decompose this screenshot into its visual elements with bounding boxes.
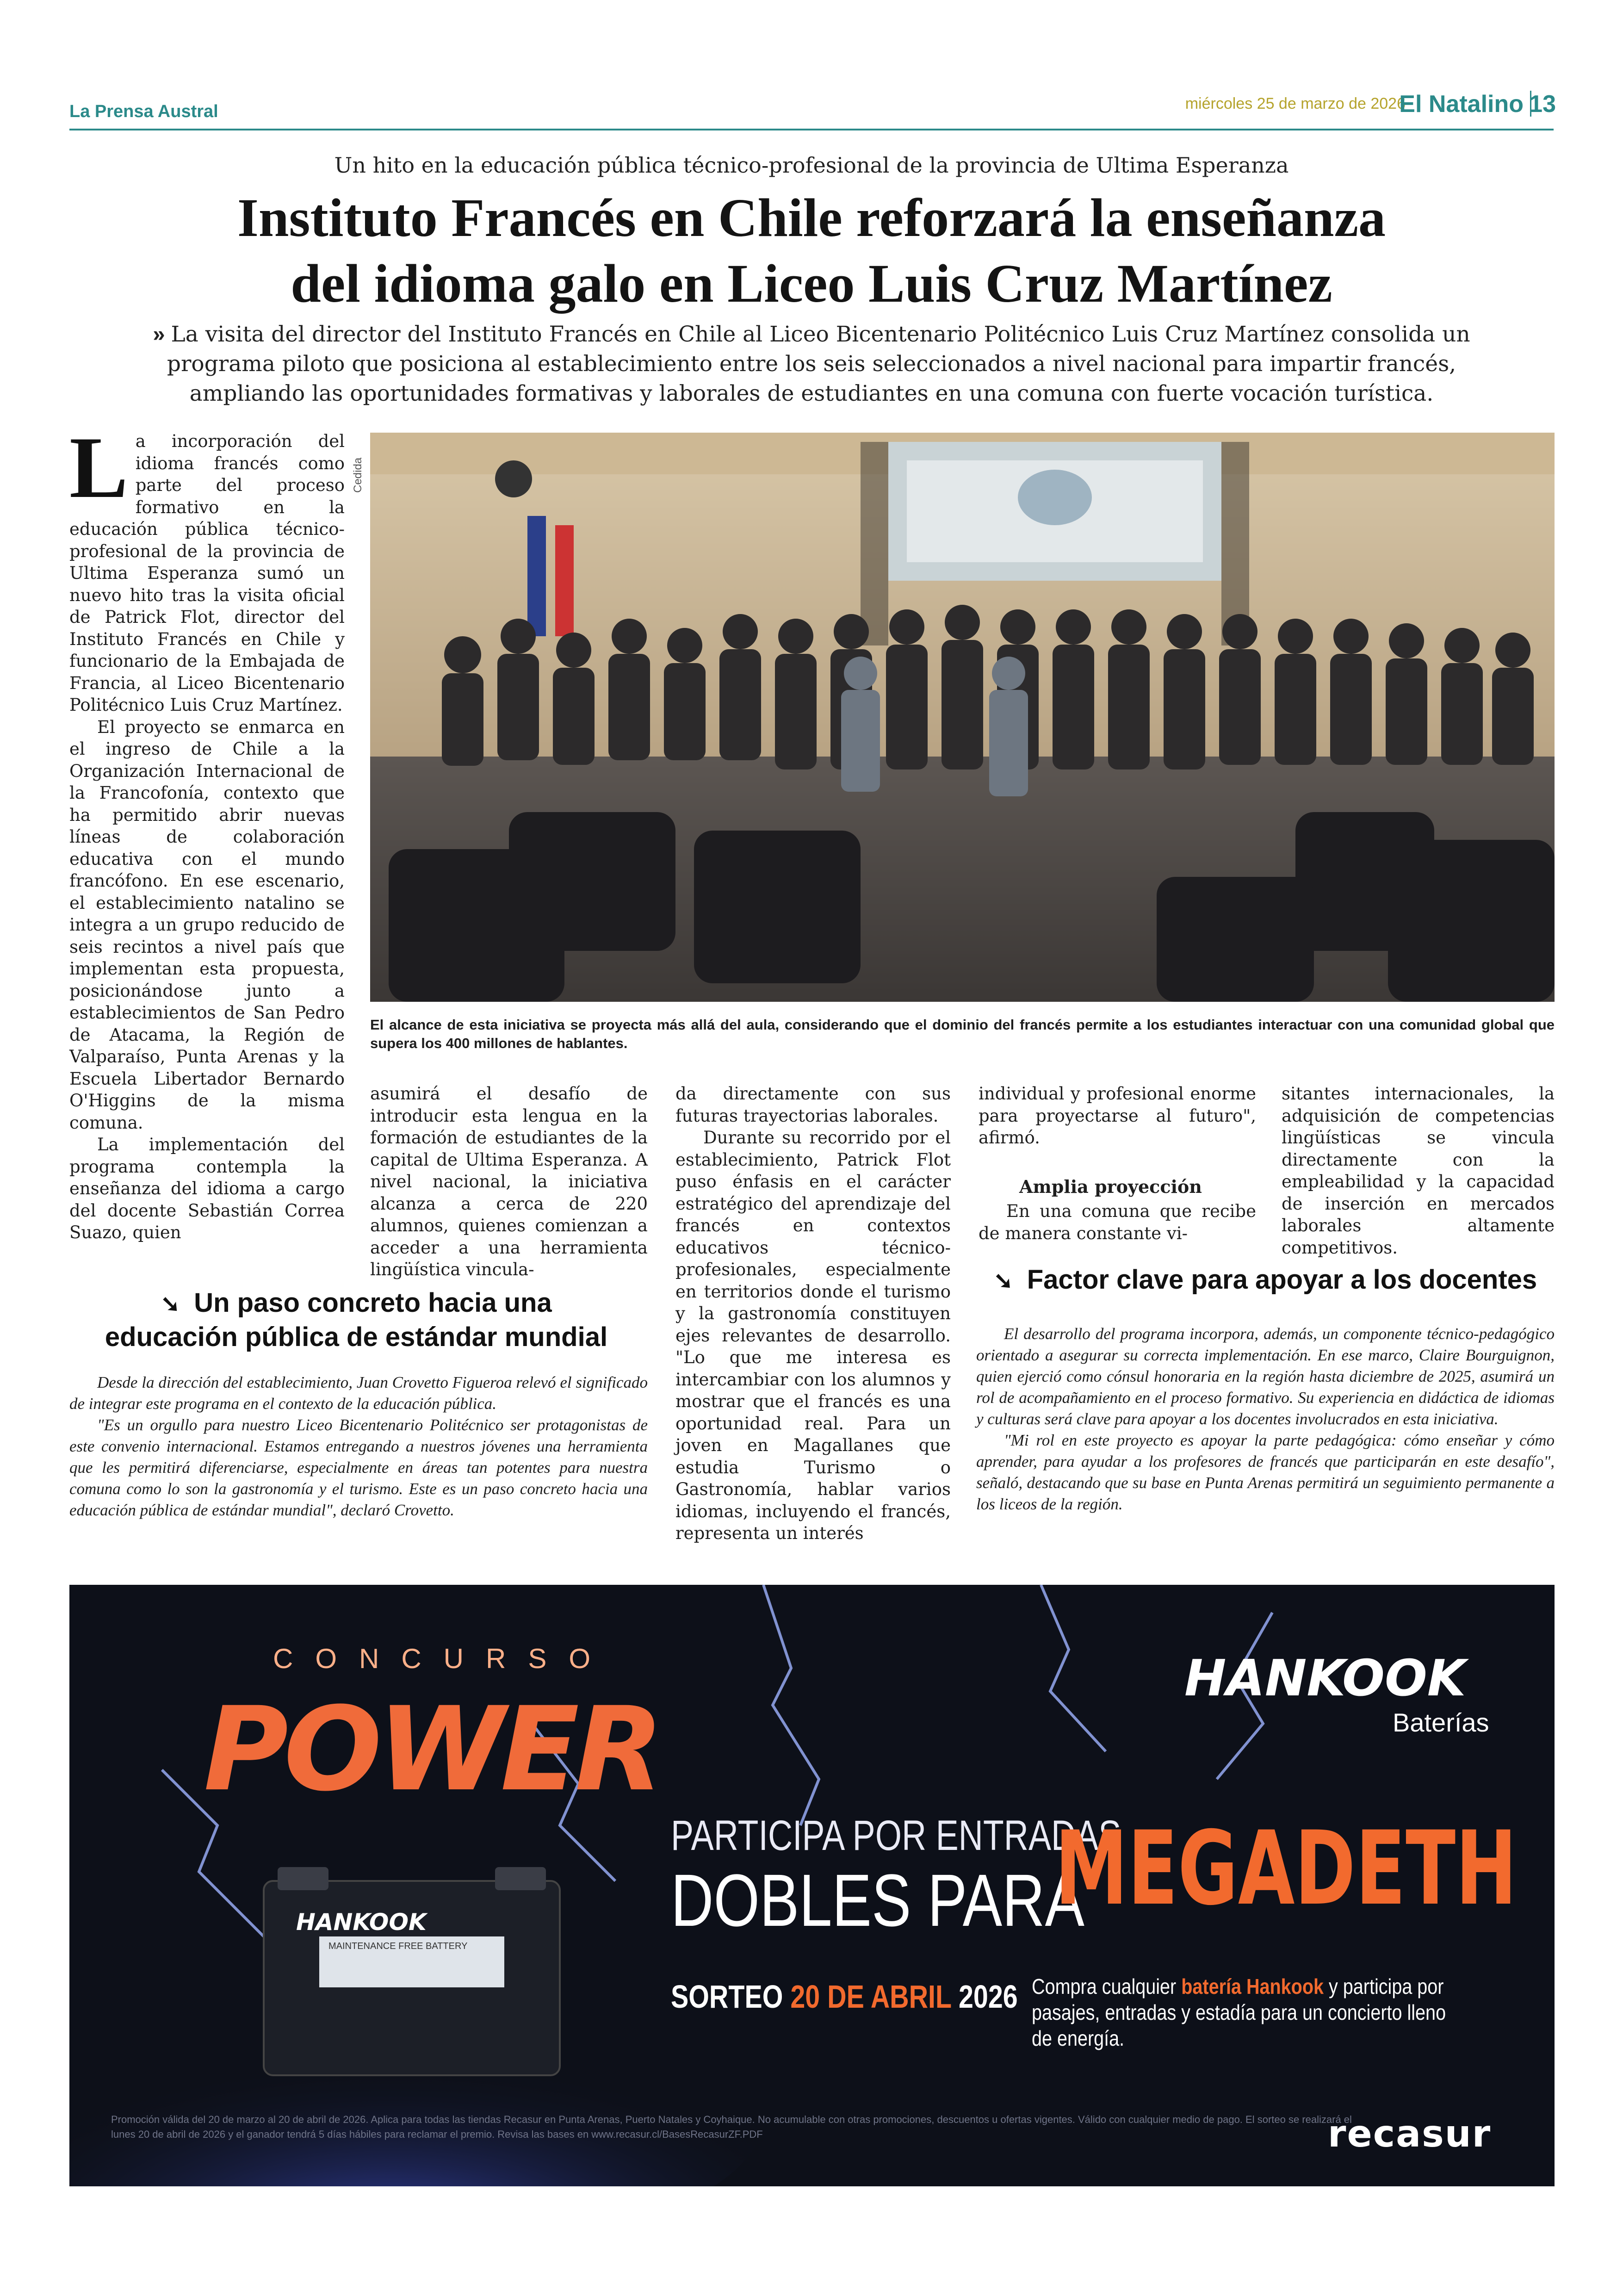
- photo-credit: Cedida: [352, 457, 364, 493]
- publication-name: La Prensa Austral: [69, 102, 218, 121]
- box-body: [976, 1323, 1555, 1515]
- paragraph: individual y profesional enorme para proyectarse al futuro", afirmó.: [979, 1084, 1256, 1148]
- battery-label: MAINTENANCE FREE BATTERY: [328, 1941, 468, 1951]
- advertisement[interactable]: [69, 1585, 1555, 2186]
- headline-line: Instituto Francés en Chile reforzará la enseñanza: [237, 187, 1386, 248]
- paragraph: "Mi rol en este proyecto es apoyar la parte pedagógica: cómo enseñar y cómo aprender, para ayudar a los profesores de francés que participarán en este desafío", señaló, destacando que su base en Punta Arenas permitirá un seguimiento permanente a los liceos de la región.: [976, 1431, 1555, 1513]
- paragraph: da directamente con sus futuras trayectorias laborales.: [675, 1084, 951, 1126]
- article-lead: [153, 319, 1470, 409]
- ad-band-name: MEGADETH: [1055, 1809, 1517, 1928]
- article-kicker: Un hito en la educación pública técnico-profesional de la provincia de Ultima Esperanza: [334, 153, 1289, 178]
- box-heading-line: Un paso concreto hacia una: [194, 1288, 552, 1318]
- headline-line: del idioma galo en Liceo Luis Cruz Martínez: [291, 253, 1332, 314]
- box-body: [69, 1372, 648, 1521]
- section-name: El Natalino: [1399, 91, 1524, 118]
- group-photo-illustration: [370, 433, 1555, 1002]
- paragraph: El desarrollo del programa incorpora, además, un componente técnico-pedagógico orientado a asegurar su correcta implementación. En ese marco, Claire Bourguignon, quien ejerció como cónsul honoraria en la región hasta diciembre de 2025, asumirá un rol de acompañamiento en el proceso formativo. Su experiencia en didáctica de idiomas y culturas será clave para apoyar a los docentes involucrados en esta iniciativa.: [976, 1325, 1555, 1428]
- body-column-1: [69, 419, 345, 1244]
- paragraph: Durante su recorrido por el establecimiento, Patrick Flot puso énfasis en el carácter estratégico del aprendizaje del francés en contextos educativos técnico-profesionales, especialmente en territorios donde el turismo y la gastronomía constituyen ejes relevantes de desarrollo. "Lo que me interesa es intercambiar con los alumnos y mostrar que el francés es una oportunidad real. Para un joven en Magallanes que estudia Turismo o Gastronomía, hablar varios idiomas, incluyendo el francés, representa un interés: [675, 1128, 951, 1543]
- lead-text: La visita del director del Instituto Francés en Chile al Liceo Bicentenario Politécnico Luis Cruz Martínez consolida un programa piloto que posiciona al establecimiento entre los seis seleccionados a nivel nacional para impartir francés, ampliando las oportunidades formativas y laborales de estudiantes en una comuna con fuerte vocación turística.: [167, 322, 1470, 406]
- box-heading: [976, 1263, 1555, 1297]
- compra-highlight: batería Hankook: [1181, 1974, 1324, 1998]
- ad-concurso: CONCURSO: [273, 1643, 613, 1674]
- paragraph: El proyecto se enmarca en el ingreso de Chile a la Organización Internacional de la Francofonía, contexto que ha permitido abrir nuevas líneas de colaboración educativa con el mundo francófono. En ese escenario, el establecimiento natalino se integra a un grupo reducido de seis recintos a nivel país que implementan esta propuesta, posicionándose junto a establecimientos de San Pedro de Atacama, la Región de Valparaíso, Punta Arenas y la Escuela Libertador Bernardo O'Higgins de la misma comuna.: [69, 717, 345, 1133]
- arrow-icon: ➘: [993, 1268, 1013, 1294]
- sorteo-year: 2026: [958, 1979, 1018, 2015]
- body-column-5: [1282, 1083, 1555, 1259]
- ad-power-title: POWER: [204, 1682, 659, 1817]
- body-column-3: [675, 1083, 951, 1545]
- hankook-logo: HANKOOK: [1184, 1650, 1466, 1707]
- body-column-2: [370, 1083, 648, 1281]
- article-photo: [370, 433, 1555, 1002]
- body-column-4: [979, 1083, 1256, 1244]
- paragraph: "Es un orgullo para nuestro Liceo Bicentenario Politécnico ser protagonistas de este convenio internacional. Estamos entregando a nuestros jóvenes una herramienta que les permitirá diferenciarse, especialmente en áreas tan potentes para nuestra comuna como lo son la gastronomía y el turismo. Este es un paso concreto hacia una educación pública de estándar mundial", declaró Crovetto.: [69, 1416, 648, 1519]
- paragraph: Desde la dirección del establecimiento, Juan Crovetto Figueroa relevó el significado de integrar este programa en el contexto de la educación pública.: [69, 1373, 648, 1413]
- paragraph: La implementación del programa contempla la enseñanza del idioma a cargo del docente Sebastián Correa Suazo, quien: [69, 1135, 345, 1242]
- box-heading: [69, 1286, 643, 1354]
- lead-arrow-icon: »: [153, 322, 171, 346]
- paragraph: sitantes internacionales, la adquisición de competencias lingüísticas se vincula directamente con la empleabilidad y la capacidad de inserción en mercados laborales altamente competitivos.: [1282, 1084, 1555, 1258]
- drop-cap: L: [69, 419, 128, 516]
- battery-illustration: [264, 1867, 560, 2075]
- ad-participa: PARTICIPA POR ENTRADAS: [671, 1812, 1121, 1859]
- paragraph: a incorporación del idioma francés como parte del proceso formativo en la educación pública técnico-profesional de la provincia de Ultima Esperanza sumó un nuevo hito tras la visita oficial de Patrick Flot, director del Instituto Francés en Chile y funcionario de la Embajada de Francia, al Liceo Bicentenario Politécnico Luis Cruz Martínez.: [69, 431, 345, 715]
- box-heading-line: Factor clave para apoyar a los docentes: [1027, 1265, 1537, 1295]
- header-rule: [69, 129, 1554, 130]
- ad-compra: [1032, 1973, 1469, 2051]
- recasur-logo[interactable]: recasur: [1328, 2112, 1492, 2155]
- ad-dobles: DOBLES PARA: [671, 1859, 1084, 1942]
- arrow-icon: ➘: [161, 1291, 180, 1317]
- ad-sorteo: [671, 1978, 1018, 2015]
- article-headline: [139, 185, 1484, 316]
- battery-brand: HANKOOK: [296, 1909, 427, 1936]
- sorteo-label: SORTEO: [671, 1979, 783, 2015]
- paragraph: asumirá el desafío de introducir esta lengua en la formación de estudiantes de la capital de Ultima Esperanza. A nivel nacional, la iniciativa alcanza a cerca de 220 alumnos, quienes comienzan a acceder a una herramienta lingüística vincula-: [370, 1084, 648, 1279]
- box-heading-line: educación pública de estándar mundial: [105, 1322, 608, 1352]
- subhead: Amplia proyección: [1019, 1176, 1202, 1197]
- photo-caption: El alcance de esta iniciativa se proyecta más allá del aula, considerando que el dominio del francés permite a los estudiantes interactuar con una comunidad global que supera los 400 millones de hablantes.: [370, 1017, 1555, 1051]
- ad-fine-print: Promoción válida del 20 de marzo al 20 de abril de 2026. Aplica para todas las tiendas Recasur en Punta Arenas, Puerto Natales y Coyhaique. No acumulable con otras promociones, descuentos u ofertas vigentes. Válido con cualquier medio de pago. El sorteo se realizará el lunes 20 de abril de 2026 y el ganador tendrá 5 días hábiles para reclamar el premio. Revisa las bases en www.recasur.cl/BasesRecasurZF.PDF: [111, 2114, 1352, 2140]
- page-number: 13: [1529, 91, 1556, 118]
- sorteo-date: 20 DE ABRIL: [790, 1979, 952, 2015]
- compra-text: y participa por pasajes, entradas y estadía para un concierto lleno de energía.: [1032, 1974, 1446, 2050]
- hankook-subtitle: Baterías: [1393, 1708, 1489, 1737]
- compra-text: Compra cualquier: [1032, 1974, 1177, 1998]
- issue-date: miércoles 25 de marzo de 2026: [1185, 95, 1406, 112]
- paragraph: En una comuna que recibe de manera constante vi-: [979, 1201, 1256, 1243]
